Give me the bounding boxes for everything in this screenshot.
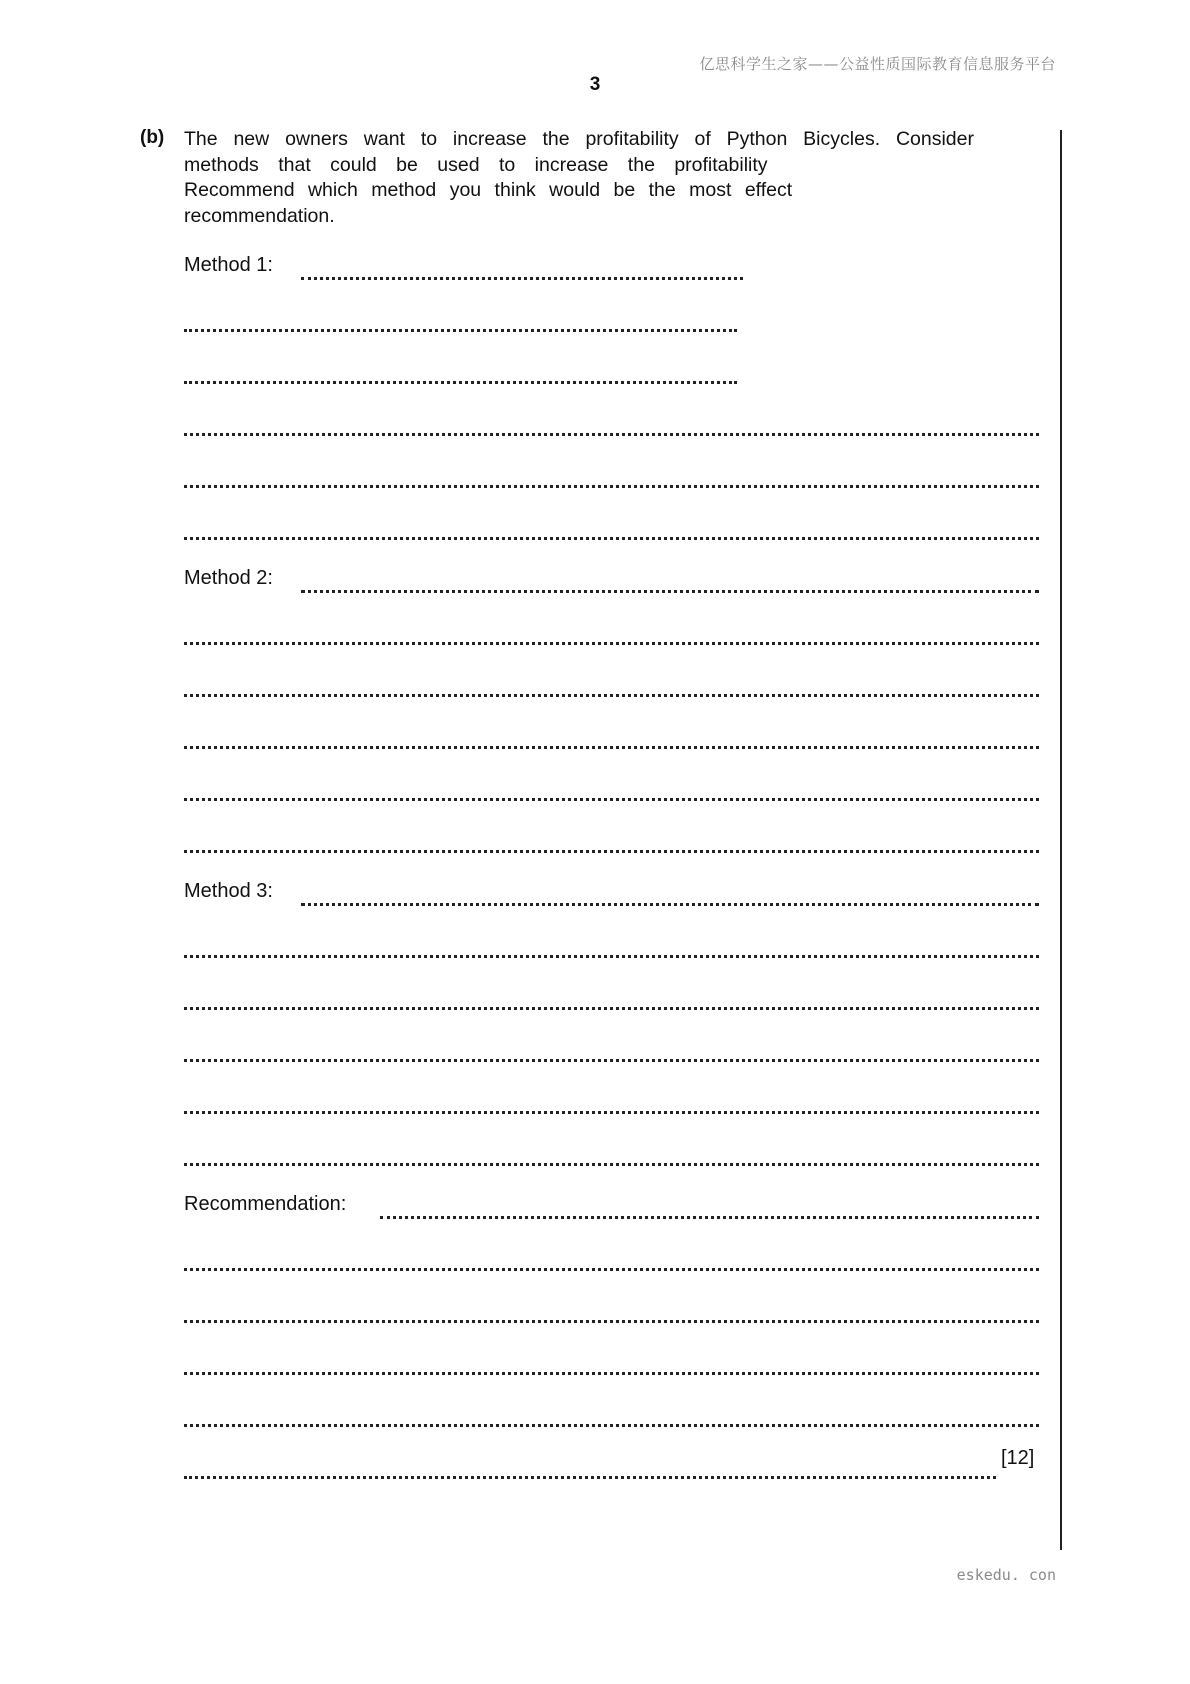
answer-line[interactable] — [184, 1059, 1039, 1062]
answer-line[interactable] — [184, 381, 737, 384]
answer-line[interactable] — [380, 1216, 1039, 1219]
stem-line: recommendation. — [184, 204, 335, 227]
answer-line[interactable] — [184, 850, 1039, 853]
answer-line[interactable] — [184, 1476, 996, 1479]
answer-line[interactable] — [184, 1163, 1039, 1166]
answer-line[interactable] — [184, 1268, 1039, 1271]
answer-line[interactable] — [184, 1007, 1039, 1010]
answer-line[interactable] — [184, 798, 1039, 801]
stem-line: The new owners want to increase the profitability of Python Bicycles. Consider — [184, 128, 974, 150]
answer-line[interactable] — [184, 1111, 1039, 1114]
stem-line: Recommend which method you think would be the most effect — [184, 179, 793, 201]
answer-line[interactable] — [184, 1372, 1039, 1375]
method-3-label: Method 3: — [184, 880, 273, 902]
method-2-label: Method 2: — [184, 567, 273, 589]
method-1-label: Method 1: — [184, 254, 273, 276]
answer-line[interactable] — [184, 746, 1039, 749]
page-number: 3 — [589, 74, 601, 95]
answer-line[interactable] — [184, 694, 1039, 697]
answer-line[interactable] — [184, 1424, 1039, 1427]
answer-line[interactable] — [301, 277, 743, 280]
recommendation-label: Recommendation: — [184, 1193, 347, 1215]
answer-line[interactable] — [184, 537, 1039, 540]
answer-line[interactable] — [184, 1320, 1039, 1323]
header-watermark: 亿思科学生之家——公益性质国际教育信息服务平台 — [699, 55, 1056, 73]
footer-watermark: eskedu. con — [956, 1566, 1056, 1584]
marks-allocation: [12] — [1001, 1447, 1035, 1469]
answer-line[interactable] — [184, 642, 1039, 645]
answer-line[interactable] — [301, 590, 1039, 593]
answer-line[interactable] — [184, 485, 1039, 488]
answer-line[interactable] — [184, 955, 1039, 958]
stem-line: methods that could be used to increase the profitability — [184, 153, 768, 176]
answer-line[interactable] — [184, 329, 737, 332]
answer-line[interactable] — [184, 433, 1039, 436]
question-stem — [184, 127, 974, 229]
margin-rule — [1060, 130, 1062, 1550]
question-label: (b) — [140, 127, 165, 148]
answer-line[interactable] — [301, 903, 1039, 906]
